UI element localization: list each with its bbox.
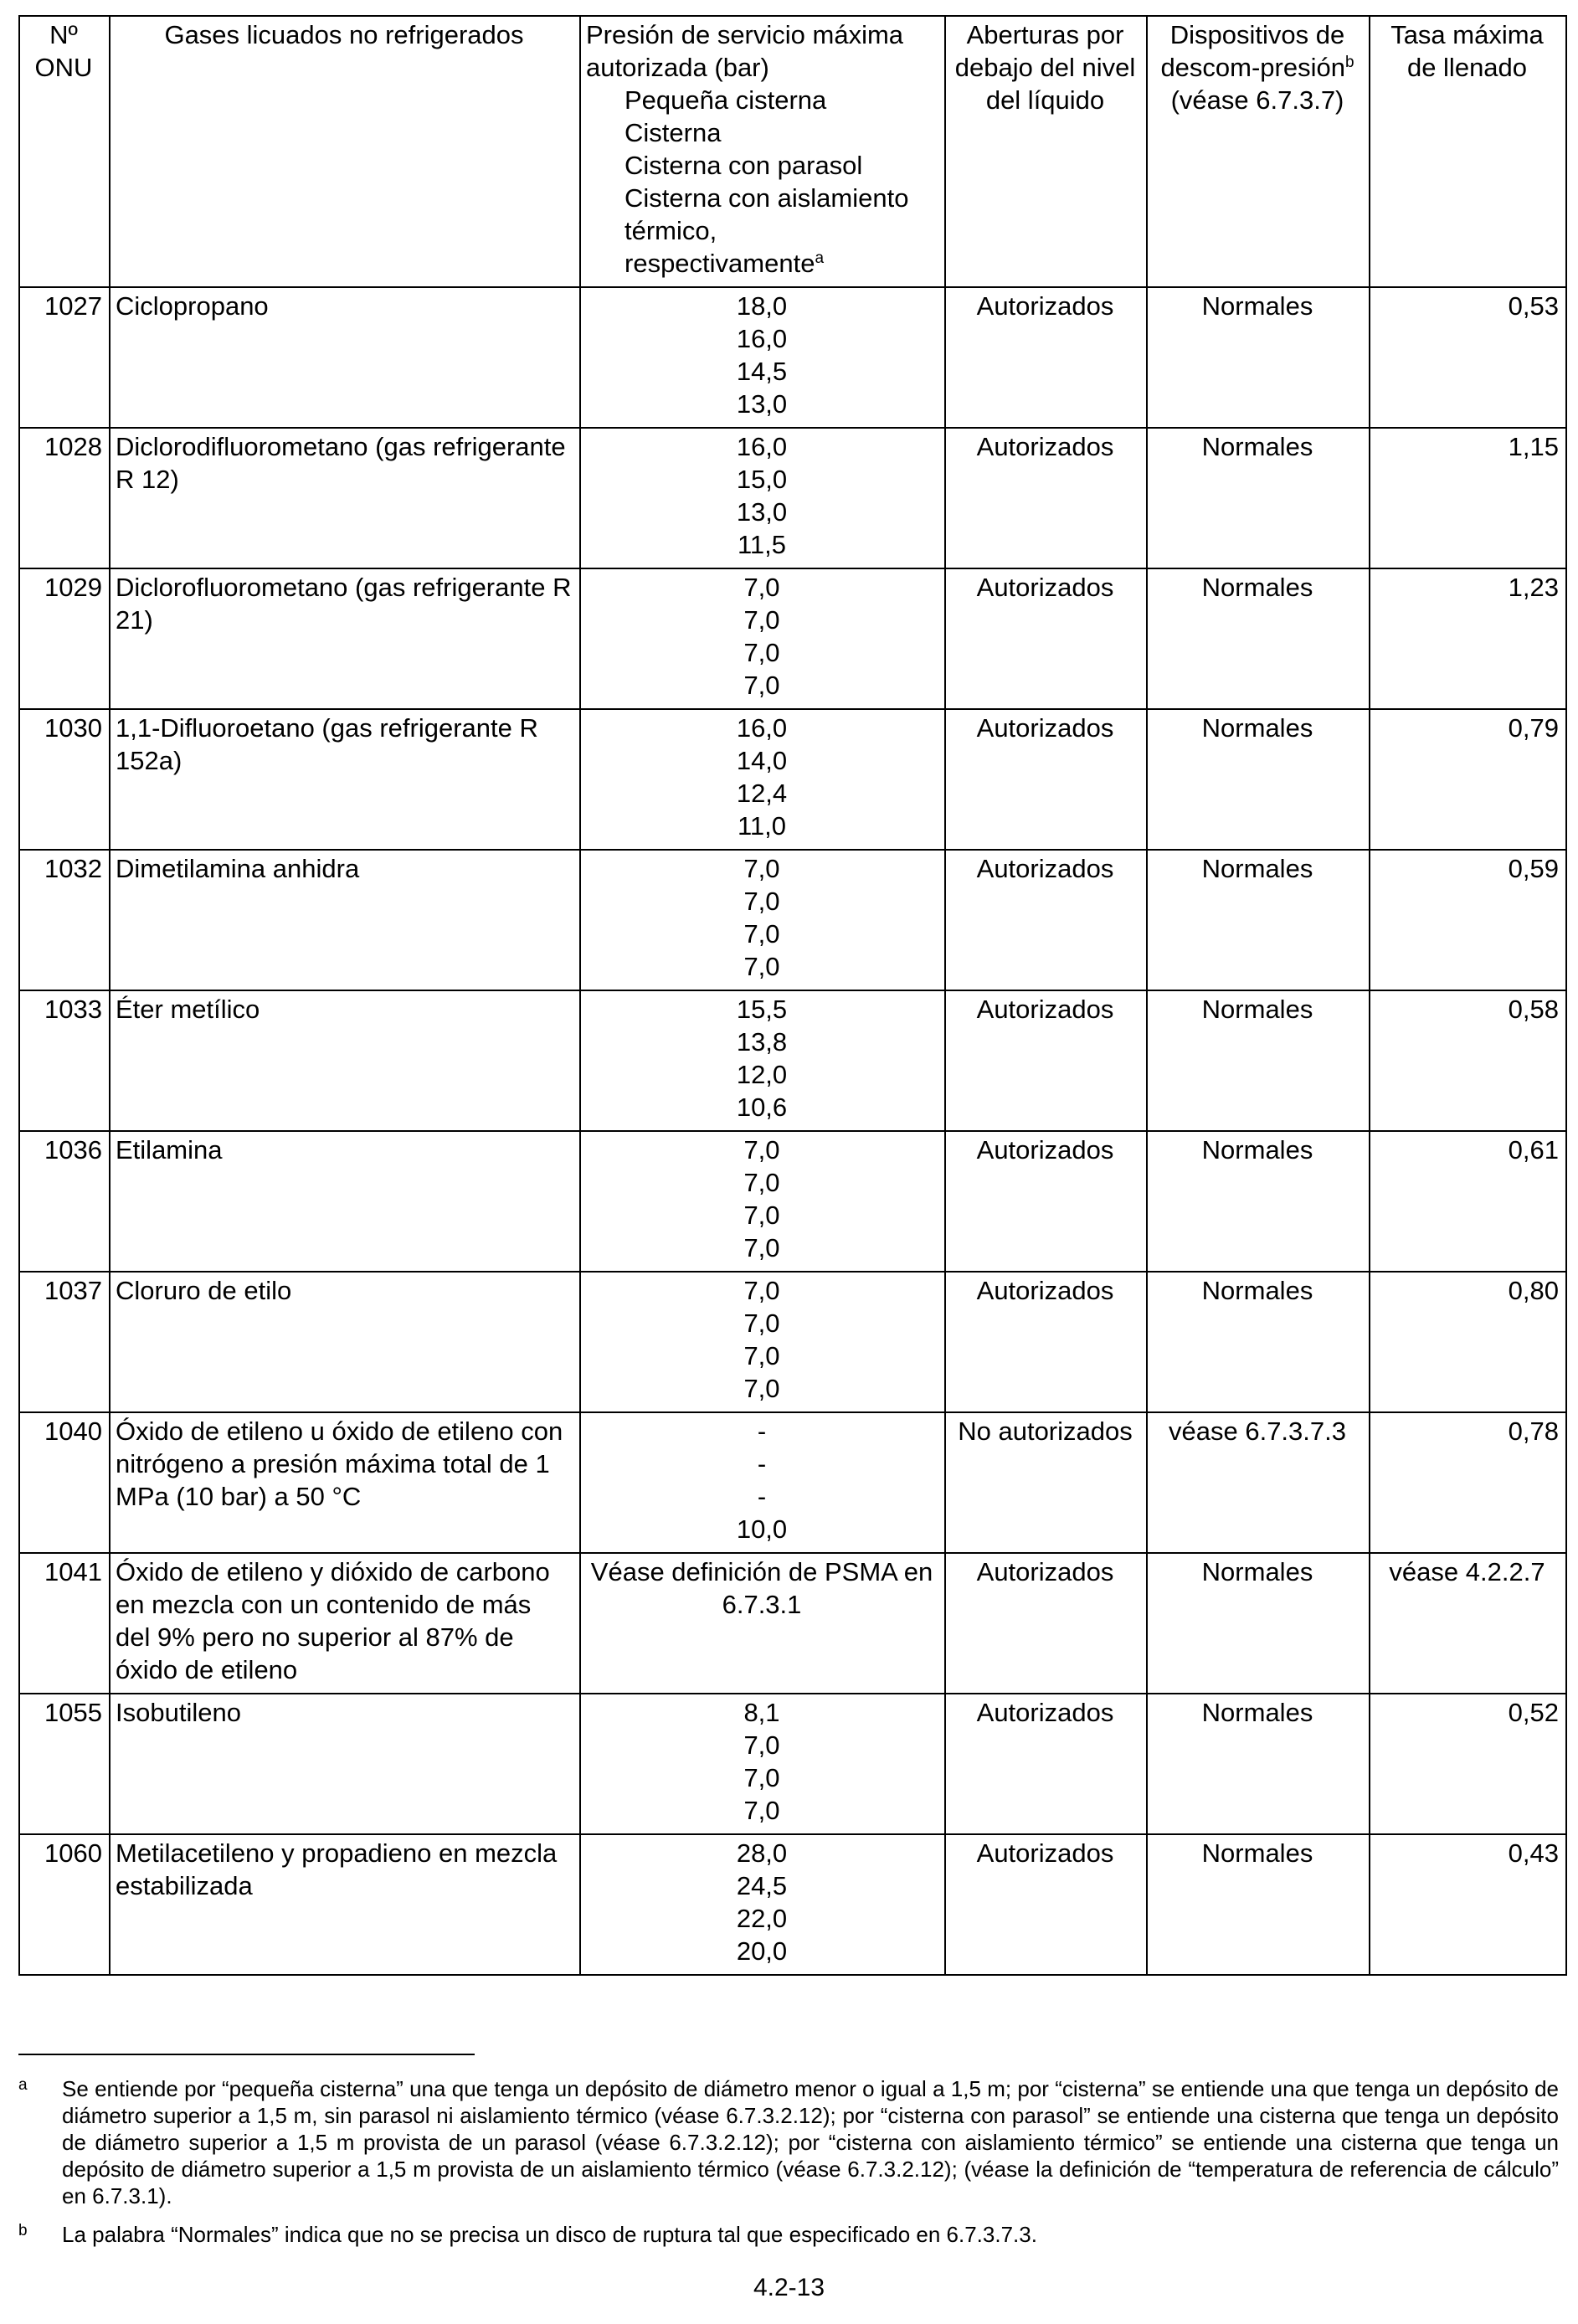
onu-number-cell: 1036 (19, 1131, 110, 1272)
pressure-value: 7,0 (743, 952, 780, 981)
onu-number-cell: 1027 (19, 287, 110, 428)
footnote-text: La palabra “Normales” indica que no se precisa un disco de ruptura tal que especificado en 6.7.3.7.3. (62, 2222, 1037, 2247)
table-row (19, 1834, 1566, 1975)
onu-number-cell: 1030 (19, 709, 110, 850)
onu-number-cell: 1040 (19, 1412, 110, 1553)
onu-number-cell: 1041 (19, 1553, 110, 1694)
pressure-value: 7,0 (743, 1763, 780, 1792)
pressure-value: - (757, 1482, 767, 1511)
devices-cell: véase 6.7.3.7.3 (1147, 1412, 1370, 1553)
pressure-value: 14,0 (736, 746, 788, 775)
table-row (19, 287, 1566, 428)
table-row (19, 568, 1566, 709)
pressure-cell (580, 1553, 945, 1694)
pressure-value: 16,0 (736, 432, 788, 461)
fill-rate-cell: 0,52 (1370, 1694, 1566, 1834)
header-pressure-last (586, 247, 938, 280)
gas-name-cell: Metilacetileno y propadieno en mezcla estabilizada (110, 1834, 580, 1975)
pressure-value: 14,5 (736, 357, 788, 386)
pressure-cell (580, 1834, 945, 1975)
pressure-value: 18,0 (736, 291, 788, 321)
table-row (19, 1272, 1566, 1412)
pressure-cell (580, 1272, 945, 1412)
openings-cell: Autorizados (945, 1694, 1147, 1834)
footnote-ref-a: a (815, 249, 825, 267)
pressure-value: 15,0 (736, 465, 788, 494)
gas-name-cell: Óxido de etileno u óxido de etileno con nitrógeno a presión máxima total de 1 MPa (10 bar) a 50 °C (110, 1412, 580, 1553)
pressure-value: 7,0 (743, 1168, 780, 1197)
pressure-value: 7,0 (743, 1796, 780, 1825)
devices-cell: Normales (1147, 1131, 1370, 1272)
gas-name-cell: Isobutileno (110, 1694, 580, 1834)
devices-cell: Normales (1147, 568, 1370, 709)
header-pressure-last-text: respectivamente (625, 249, 815, 278)
footnote-mark: b (18, 2222, 28, 2239)
table-row (19, 1412, 1566, 1553)
devices-cell: Normales (1147, 1834, 1370, 1975)
table-header-row (19, 16, 1566, 287)
header-pressure (580, 16, 945, 287)
pressure-value: 7,0 (743, 1309, 780, 1338)
footnotes (18, 2075, 1559, 2260)
pressure-value: 7,0 (743, 1730, 780, 1760)
onu-number-cell: 1029 (19, 568, 110, 709)
pressure-value: 12,0 (736, 1060, 788, 1089)
devices-cell: Normales (1147, 1694, 1370, 1834)
devices-cell: Normales (1147, 990, 1370, 1131)
pressure-value: 7,0 (743, 1135, 780, 1165)
devices-cell: Normales (1147, 428, 1370, 568)
pressure-cell (580, 1412, 945, 1553)
onu-number-cell: 1033 (19, 990, 110, 1131)
gas-name-cell: Dimetilamina anhidra (110, 850, 580, 990)
table-row (19, 990, 1566, 1131)
pressure-value: 22,0 (736, 1904, 788, 1933)
pressure-value: 7,0 (743, 887, 780, 916)
fill-rate-cell: 0,58 (1370, 990, 1566, 1131)
gas-name-cell: Diclorodifluorometano (gas refrigerante R 12) (110, 428, 580, 568)
table-row (19, 1694, 1566, 1834)
pressure-value: 20,0 (736, 1936, 788, 1966)
footnote-a (18, 2075, 1559, 2209)
footnote-text: Se entiende por “pequeña cisterna” una que tenga un depósito de diámetro menor o igual a 1,5 m; por “cisterna” se entiende una que tenga un depósito de diámetro superior a 1,5 m, sin parasol ni aislamiento térmico (véase 6.7.3.2.12); por “cisterna con parasol” se entiende una cisterna que tenga un depósito de diámetro superior a 1,5 m provista de un parasol (véase 6.7.3.2.12); por “cisterna con aislamiento térmico” se entiende una cisterna que tenga un depósito de diámetro superior a 1,5 m provista de un aislamiento térmico (véase 6.7.3.2.12); (véase la definición de “temperatura de referencia de cálculo” en 6.7.3.1). (62, 2076, 1559, 2208)
pressure-cell (580, 709, 945, 850)
pressure-cell (580, 1131, 945, 1272)
pressure-cell (580, 428, 945, 568)
footnote-ref-b: b (1344, 54, 1354, 71)
pressure-value: 16,0 (736, 324, 788, 353)
pressure-cell (580, 568, 945, 709)
pressure-value: 13,8 (736, 1027, 788, 1057)
openings-cell: Autorizados (945, 568, 1147, 709)
header-devices (1147, 16, 1370, 287)
pressure-value: 7,0 (743, 1374, 780, 1403)
pressure-value: 10,6 (736, 1093, 788, 1122)
header-pressure-sub: Cisterna con parasol (625, 151, 863, 180)
gas-name-cell: Etilamina (110, 1131, 580, 1272)
openings-cell: Autorizados (945, 428, 1147, 568)
openings-cell: Autorizados (945, 850, 1147, 990)
pressure-value: 7,0 (743, 638, 780, 667)
devices-cell: Normales (1147, 709, 1370, 850)
openings-cell: Autorizados (945, 990, 1147, 1131)
fill-rate-cell: 0,80 (1370, 1272, 1566, 1412)
onu-number-cell: 1060 (19, 1834, 110, 1975)
openings-cell: Autorizados (945, 1272, 1147, 1412)
onu-number-cell: 1028 (19, 428, 110, 568)
table-row (19, 850, 1566, 990)
table-row (19, 1553, 1566, 1694)
devices-cell: Normales (1147, 1272, 1370, 1412)
header-devices-part2: (véase 6.7.3.7) (1170, 85, 1344, 115)
pressure-value: 7,0 (743, 605, 780, 635)
pressure-value: 7,0 (743, 854, 780, 883)
header-openings: Aberturas por debajo del nivel del líquido (945, 16, 1147, 287)
pressure-value: 13,0 (736, 497, 788, 527)
openings-cell: Autorizados (945, 1834, 1147, 1975)
fill-rate-cell: 0,79 (1370, 709, 1566, 850)
onu-number-cell: 1055 (19, 1694, 110, 1834)
pressure-value: 11,0 (737, 811, 787, 841)
pressure-value: 11,5 (737, 530, 787, 559)
header-name: Gases licuados no refrigerados (110, 16, 580, 287)
pressure-value: 7,0 (743, 1233, 780, 1262)
gas-name-cell: Ciclopropano (110, 287, 580, 428)
page-number: 4.2-13 (753, 2274, 825, 2301)
table-row (19, 1131, 1566, 1272)
table-row (19, 428, 1566, 568)
pressure-value: 15,5 (736, 995, 788, 1024)
footnote-mark: a (18, 2076, 28, 2094)
pressure-value: 16,0 (736, 713, 788, 743)
pressure-value: 13,0 (736, 389, 788, 419)
footnote-separator (18, 2054, 475, 2055)
devices-cell: Normales (1147, 850, 1370, 990)
fill-rate-cell: 0,59 (1370, 850, 1566, 990)
pressure-value: 7,0 (743, 1276, 780, 1305)
openings-cell: Autorizados (945, 287, 1147, 428)
openings-cell: Autorizados (945, 1131, 1147, 1272)
fill-rate-cell: 0,53 (1370, 287, 1566, 428)
pressure-value: 24,5 (736, 1871, 788, 1900)
gas-name-cell: Diclorofluorometano (gas refrigerante R 21) (110, 568, 580, 709)
onu-number-cell: 1032 (19, 850, 110, 990)
pressure-value: 7,0 (743, 919, 780, 949)
gas-name-cell: Éter metílico (110, 990, 580, 1131)
fill-rate-cell: 0,78 (1370, 1412, 1566, 1553)
pressure-cell (580, 287, 945, 428)
fill-rate-cell: 0,61 (1370, 1131, 1566, 1272)
pressure-value: 7,0 (743, 573, 780, 602)
pressure-value: 8,1 (743, 1698, 780, 1727)
devices-cell: Normales (1147, 287, 1370, 428)
pressure-value: 10,0 (736, 1514, 788, 1544)
header-pressure-sub: Pequeña cisterna (625, 85, 827, 115)
table-row (19, 709, 1566, 850)
openings-cell: No autorizados (945, 1412, 1147, 1553)
pressure-cell (580, 990, 945, 1131)
header-pressure-sub: Cisterna con aislamiento térmico, (625, 183, 909, 245)
devices-cell: Normales (1147, 1553, 1370, 1694)
pressure-cell (580, 850, 945, 990)
fill-rate-cell: 1,15 (1370, 428, 1566, 568)
pressure-value: Véase definición de PSMA en 6.7.3.1 (590, 1557, 933, 1619)
fill-rate-cell: 1,23 (1370, 568, 1566, 709)
header-pressure-sub: Cisterna (625, 118, 722, 147)
gas-name-cell: Cloruro de etilo (110, 1272, 580, 1412)
openings-cell: Autorizados (945, 1553, 1147, 1694)
pressure-value: - (757, 1449, 767, 1478)
footnote-b (18, 2221, 1559, 2248)
header-pressure-title: Presión de servicio máxima autorizada (bar) (586, 20, 904, 82)
pressure-value: - (757, 1417, 767, 1446)
pressure-value: 12,4 (736, 779, 788, 808)
openings-cell: Autorizados (945, 709, 1147, 850)
header-fill-rate: Tasa máxima de llenado (1370, 16, 1566, 287)
fill-rate-cell: véase 4.2.2.7 (1370, 1553, 1566, 1694)
pressure-cell (580, 1694, 945, 1834)
table-body (19, 287, 1566, 1975)
gas-name-cell: 1,1-Difluoroetano (gas refrigerante R 152a) (110, 709, 580, 850)
gas-name-cell: Óxido de etileno y dióxido de carbono en mezcla con un contenido de más del 9% pero no superior al 87% de óxido de etileno (110, 1553, 580, 1694)
pressure-value: 7,0 (743, 1201, 780, 1230)
header-onu: Nº ONU (19, 16, 110, 287)
fill-rate-cell: 0,43 (1370, 1834, 1566, 1975)
header-devices-part1: Dispositivos de descom-presión (1160, 20, 1345, 82)
pressure-value: 7,0 (743, 671, 780, 700)
onu-number-cell: 1037 (19, 1272, 110, 1412)
gas-table (18, 15, 1567, 1976)
pressure-value: 28,0 (736, 1838, 788, 1868)
pressure-value: 7,0 (743, 1341, 780, 1370)
